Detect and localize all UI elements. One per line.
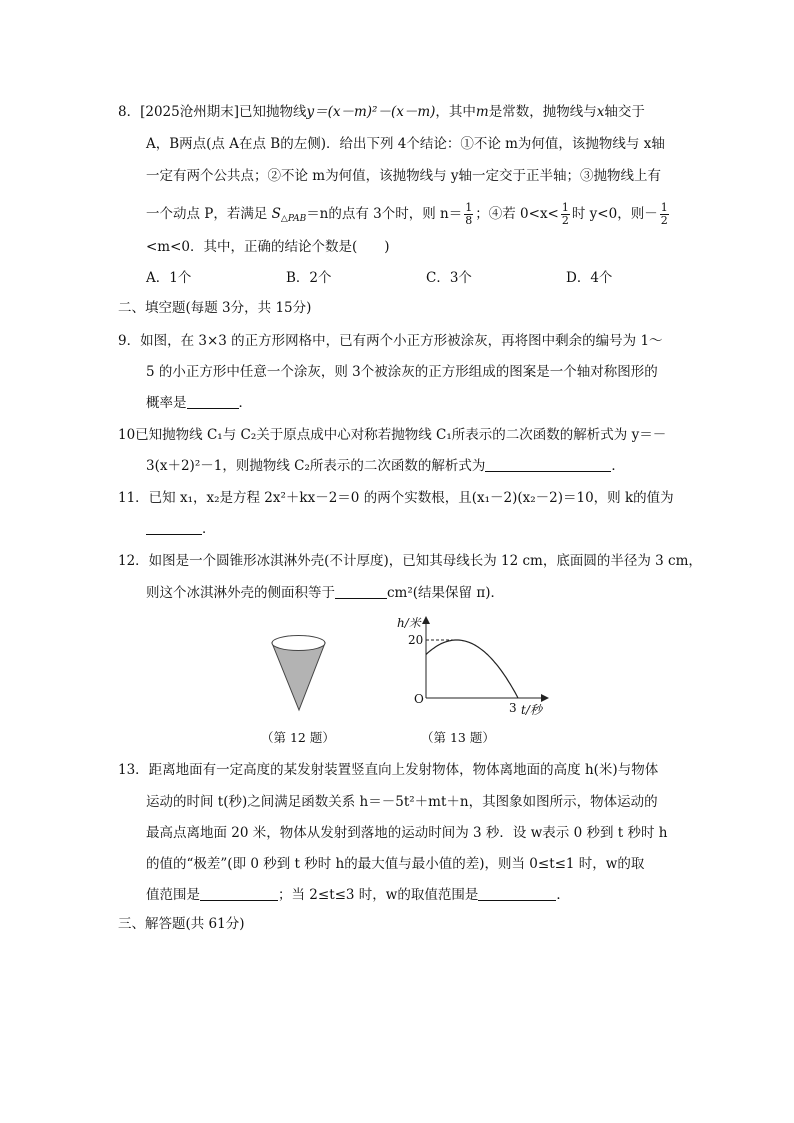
cone-body — [272, 643, 325, 710]
y-axis-label-text: h/米 — [397, 616, 421, 630]
height-curve — [426, 640, 518, 698]
q10-end: ． — [611, 458, 625, 474]
q8-number: 8． — [118, 104, 141, 120]
q8-fraction-2 — [561, 202, 570, 227]
q9-line-1: 9．如图，在 3×3 的正方形网格中，已有两个小正方形被涂灰，再将图中剩余的编号为 1～ — [118, 333, 663, 349]
q8-frac3-num: 1 — [660, 201, 668, 214]
y-tick-20: 20 — [408, 633, 424, 647]
q8-option-c[interactable]: C．3个 — [426, 270, 472, 286]
q11-line-1: 11．已知 x₁，x₂是方程 2x²＋kx－2＝0 的两个实数根，且(x₁－2)(x₂－2)＝10，则 k的值为 — [118, 490, 674, 506]
q8-option-b[interactable]: B．2个 — [286, 270, 332, 286]
q8-line-2: A，B两点(点 A在点 B的左侧)．给出下列 4个结论：①不论 m为何值，该抛物线与 x轴 — [146, 136, 665, 152]
q8-fraction-3 — [660, 202, 669, 227]
q12-text-b: cm²(结果保留 π)． — [387, 585, 504, 601]
q12-text-a: 则这个冰淇淋外壳的侧面积等于 — [146, 585, 335, 601]
q12-line-2 — [146, 583, 504, 603]
q8-option-d[interactable]: D．4个 — [566, 270, 613, 286]
q8-text-d: 轴交于 — [604, 104, 645, 120]
section-2-heading: 二、填空题(每题 3分，共 15分) — [118, 300, 312, 316]
q8-s-sub: △PAB — [280, 214, 307, 224]
q9-text: 概率是 — [146, 395, 187, 411]
q13-line-2: 运动的时间 t(秒)之间满足函数关系 h＝－5t²＋mt＋n，其图象如图所示，物体运动的 — [146, 794, 658, 810]
q8-frac3-den: 2 — [660, 214, 668, 227]
q9-answer-blank[interactable] — [187, 394, 239, 409]
q8-line-4 — [146, 202, 671, 229]
q8-line-1 — [118, 102, 645, 122]
q8-x: x — [596, 104, 605, 120]
cone-rim — [272, 636, 325, 651]
q9-line-3 — [146, 393, 252, 413]
q8-line4-c: ；④若 0<x< — [475, 206, 559, 222]
q8-frac1-den: 8 — [465, 214, 473, 227]
q8-fraction-1 — [464, 202, 473, 227]
section-3-heading: 三、解答题(共 61分) — [118, 916, 245, 932]
y-axis-label — [397, 614, 421, 631]
q13-answer-blank-1[interactable] — [200, 886, 278, 901]
q8-function: y＝(x－m)²－(x－m) — [306, 104, 436, 120]
x-axis-label: t/秒 — [521, 703, 542, 717]
q10-line-2 — [146, 456, 625, 476]
q8-s: S — [271, 206, 281, 222]
figure-12-caption: （第 12 题） — [261, 730, 335, 745]
q10-line-1: 10已知抛物线 C₁与 C₂关于原点成中心对称若抛物线 C₁所表示的二次函数的解析式为 y＝－ — [118, 427, 667, 443]
q13-answer-blank-2[interactable] — [478, 886, 556, 901]
q8-line4-a: 一个动点 P，若满足 — [146, 206, 272, 222]
cone-figure — [268, 632, 330, 714]
q8-text-a: 已知抛物线 — [238, 104, 307, 120]
q8-text-c: 是常数，抛物线与 — [488, 104, 597, 120]
q8-source: [2025沧州期末] — [140, 104, 239, 120]
q8-line4-b: ＝n的点有 3个时，则 n＝ — [306, 206, 463, 222]
q8-option-a[interactable]: A．1个 — [146, 270, 192, 286]
q10-answer-blank[interactable] — [485, 457, 611, 472]
origin-label: O — [414, 692, 424, 706]
q11-answer-blank[interactable] — [146, 520, 202, 535]
q13-line-4: 的值的“极差”(即 0 秒到 t 秒时 h的最大值与最小值的差)，则当 0≤t≤1 时，w的取 — [146, 856, 645, 872]
q12-answer-blank[interactable] — [335, 584, 387, 599]
q13-line-5 — [146, 885, 570, 905]
q8-text-b: ，其中 — [435, 104, 476, 120]
q8-frac1-num: 1 — [465, 201, 473, 214]
figure-13-caption: （第 13 题） — [421, 730, 495, 745]
q8-line4-d: 时 y<0，则－ — [571, 206, 658, 222]
q8-line-5: <m<0．其中，正确的结论个数是( ) — [146, 239, 390, 255]
q8-m: m — [475, 104, 489, 120]
q13-end: ． — [556, 887, 570, 903]
q8-frac2-den: 2 — [561, 214, 569, 227]
x-tick-3: 3 — [509, 701, 517, 715]
q13-text-b: ；当 2≤t≤3 时，w的取值范围是 — [278, 887, 479, 903]
q10-text: 3(x＋2)²－1，则抛物线 C₂所表示的二次函数的解析式为 — [146, 458, 486, 474]
q9-end: ． — [238, 395, 252, 411]
q8-line-3: 一定有两个公共点；②不论 m为何值，该抛物线与 y轴一定交于正半轴；③抛物线上有 — [146, 168, 662, 184]
q8-frac2-num: 1 — [561, 201, 569, 214]
q11-line-2 — [146, 519, 216, 539]
q13-text-a: 值范围是 — [146, 887, 200, 903]
q12-line-1: 12．如图是一个圆锥形冰淇淋外壳(不计厚度)，已知其母线长为 12 cm，底面圆的半径为 3 cm， — [118, 553, 702, 569]
q11-end: ． — [202, 521, 216, 537]
q13-line-3: 最高点离地面 20 米，物体从发射到落地的运动时间为 3 秒．设 w表示 0 秒到 t 秒时 h — [146, 825, 668, 841]
q9-line-2: 5 的小正方形中任意一个涂灰，则 3个被涂灰的正方形组成的图案是一个轴对称图形的 — [146, 364, 658, 380]
q13-line-1: 13．距离地面有一定高度的某发射装置竖直向上发射物体，物体离地面的高度 h(米)与物体 — [118, 762, 659, 778]
